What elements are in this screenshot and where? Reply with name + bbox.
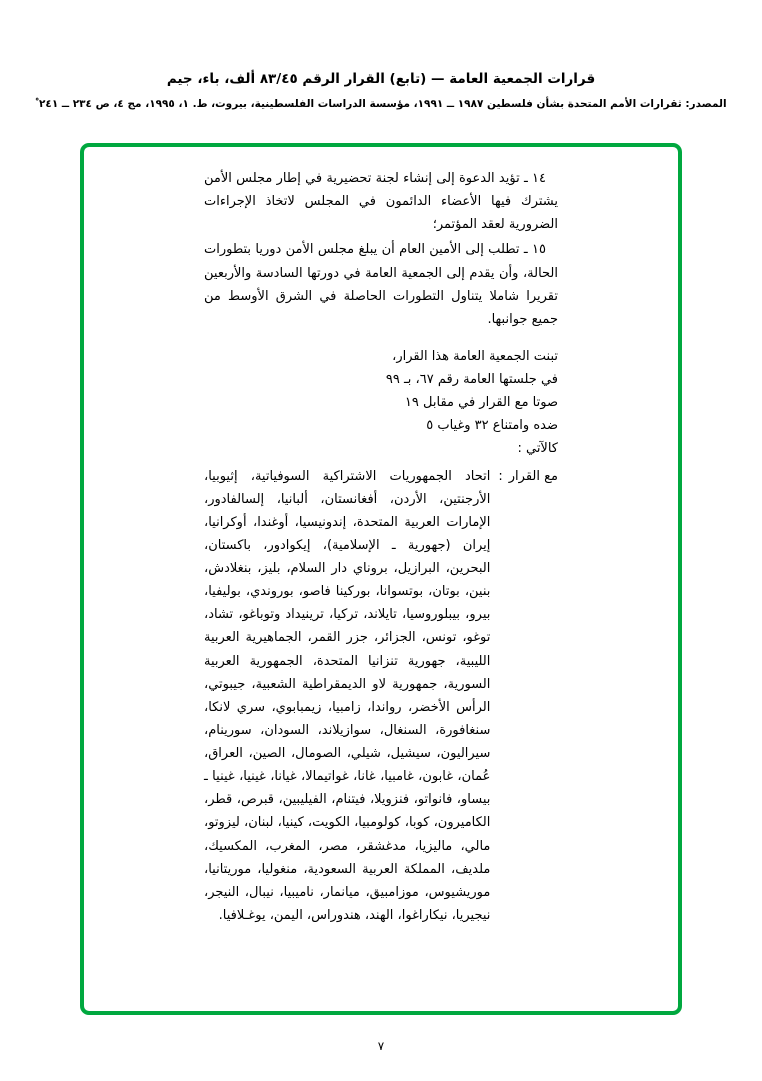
- adoption-line-1: تبنت الجمعية العامة هذا القرار،: [392, 348, 558, 364]
- content-frame: [80, 143, 682, 1015]
- adoption-line-2: في جلستها العامة رقم ٦٧، بـ ٩٩: [385, 372, 558, 387]
- vote-list-label: مع القرار: [508, 468, 558, 484]
- source-citation: المصدر: ثقرارات الأمم المتحدة بشأن فلسطين ١٩٨٧ ــ ١٩٩١، مؤسسة الدراسات الفلسطينية، بيروت، ط. ١، ١٩٩٥، مج ٤، ص ٢٣٤ ــ ٢٤١ ْ: [35, 97, 727, 110]
- vote-in-favour-block: [204, 465, 558, 928]
- page-title: قرارات الجمعية العامة — (تابع) القرار الرقم ٨٣/٤٥ ألف، باء، جيم: [166, 71, 596, 87]
- adoption-block: [204, 345, 558, 461]
- document-body: [204, 167, 558, 927]
- adoption-line-4: ضده وامتناع ٣٢ وغياب ٥: [426, 418, 558, 434]
- adoption-line-5: كالآتي :: [517, 441, 558, 457]
- document-header: [0, 70, 762, 112]
- vote-list-colon: :: [498, 468, 503, 484]
- vote-list-countries: اتحاد الجمهوريات الاشتراكية السوفياتية، إثيوبيا، الأرجنتين، الأردن، أفغانستان، ألبانيا، إلسالفادور، الإمارات العربية المتحدة، إندونيسيا، أوغندا، أوكرانيا، إيران (جهورية ـ الإسلامية)، إيكوادور، باكستان، البحرين، البرازيل، بروناي دار السلام، بليز، بنغلادش، بنين، بوتان، بوتسوانا، بوركينا فاصو، بوروندي، بوليفيا، بيرو، بيبلوروسيا، تايلاند، تركيا، ترينيداد وتوباغو، تشاد، توغو، تونس، الجزائر، جزر القمر، الجماهيرية العربية الليبية، جهورية تنزانيا المتحدة، الجمهورية العربية السورية، جمهورية لاو الديمقراطية الشعبية، جيبوتي، الرأس الأخضر، رواندا، زامبيا، زيمبابوي، سري لانكا، سنغافورة، السنغال، سوازيلاند، السودان، سورينام، سيراليون، سيشيل، شيلي، الصومال، الصين، العراق، عُمان، غابون، غامبيا، غانا، غواتيمالا، غيانا، غينيا، غينيا ـ بيساو، فانواتو، فنزويلا، فيتنام، الفيليبين، قبرص، قطر، الكاميرون، كوبا، كولومبيا، الكويت، كينيا، لبنان، ليزوتو، مالي، ماليزيا، مدغشقر، مصر، المغرب، المكسيك، ملديف، المملكة العربية السعودية، منغوليا، موريتانيا، موريشيوس، موزامبيق، ميانمار، ناميبيا، نيبال، النيجر، نيجيريا، نيكاراغوا، الهند، هندوراس، اليمن، يوغـلافيا.: [204, 468, 491, 923]
- paragraph-15: ١٥ ـ تطلب إلى الأمين العام أن يبلغ مجلس الأمن دوريا بتطورات الحالة، وأن يقدم إلى الجمعية العامة في دورتها السادسة والأربعين تقريرا شاملا يتناول التطورات الحاصلة في الشرق الأوسط من جميع جوانبها.: [204, 242, 558, 327]
- adoption-line-3: صوتا مع القرار في مقابل ١٩: [404, 395, 558, 411]
- page-number: ٧: [377, 1039, 385, 1053]
- paragraph-14: ١٤ ـ تؤيد الدعوة إلى إنشاء لجنة تحضيرية في إطار مجلس الأمن يشترك فيها الأعضاء الدائمون في المجلس لاتخاذ الإجراءات الضرورية لعقد المؤتمر؛: [204, 171, 558, 233]
